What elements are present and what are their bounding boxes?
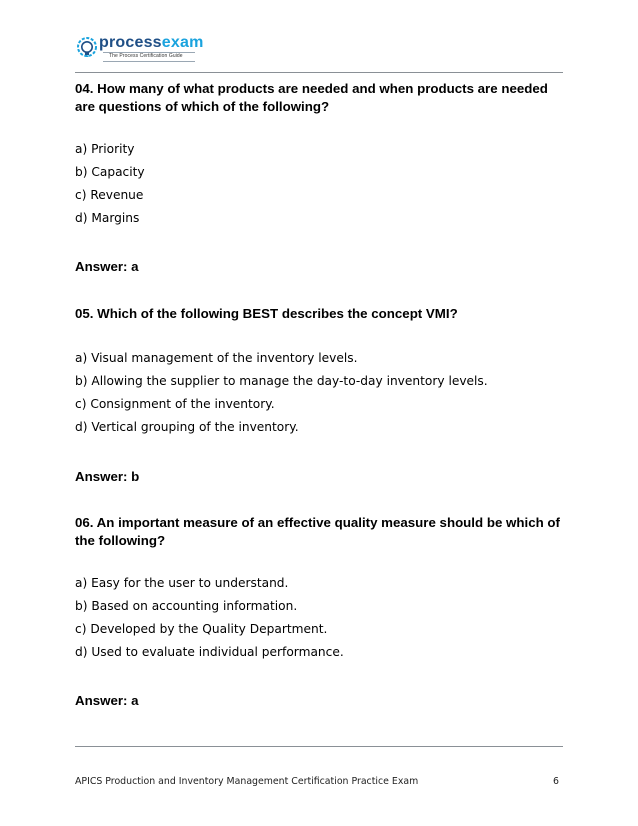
answer-06 xyxy=(75,692,567,710)
answer-text: Answer: a xyxy=(75,259,139,274)
option-item: c) Revenue xyxy=(75,188,144,202)
options-list-04 xyxy=(75,138,567,230)
answer-05 xyxy=(75,468,567,486)
question-text: 04. How many of what products are needed and when products are needed are questions of which of the following? xyxy=(75,81,548,114)
option-item: c) Developed by the Quality Department. xyxy=(75,622,328,636)
processexam-logo xyxy=(75,34,205,64)
question-text: 05. Which of the following BEST describes the concept VMI? xyxy=(75,306,458,321)
option-item: b) Allowing the supplier to manage the day-to-day inventory levels. xyxy=(75,374,488,388)
options-list-05 xyxy=(75,347,567,439)
option-item: b) Capacity xyxy=(75,165,145,179)
option-item: c) Consignment of the inventory. xyxy=(75,397,275,411)
answer-text: Answer: a xyxy=(75,693,139,708)
header-divider xyxy=(75,72,563,73)
footer-divider xyxy=(75,746,563,747)
option-item: b) Based on accounting information. xyxy=(75,599,298,613)
option-item: a) Easy for the user to understand. xyxy=(75,576,289,590)
logo-word-part1: process xyxy=(99,34,162,51)
answer-04 xyxy=(75,258,567,276)
option-item: a) Visual management of the inventory levels. xyxy=(75,351,358,365)
logo-word-part2: exam xyxy=(161,34,204,51)
option-item: d) Margins xyxy=(75,211,140,225)
option-item: a) Priority xyxy=(75,142,135,156)
question-block-05 xyxy=(75,305,567,323)
page-number: 6 xyxy=(553,776,559,787)
options-list-06 xyxy=(75,572,567,664)
question-text: 06. An important measure of an effective quality measure should be which of the following? xyxy=(75,515,560,548)
logo-wordmark xyxy=(99,34,204,52)
footer-title: APICS Production and Inventory Management Certification Practice Exam xyxy=(75,776,419,787)
answer-text: Answer: b xyxy=(75,469,140,484)
option-item: d) Used to evaluate individual performance. xyxy=(75,645,344,659)
question-block-04 xyxy=(75,80,567,116)
lightbulb-gear-icon xyxy=(75,36,99,60)
logo-tagline: The Process Certification Guide xyxy=(109,53,183,59)
question-block-06 xyxy=(75,514,567,550)
option-item: d) Vertical grouping of the inventory. xyxy=(75,420,299,434)
